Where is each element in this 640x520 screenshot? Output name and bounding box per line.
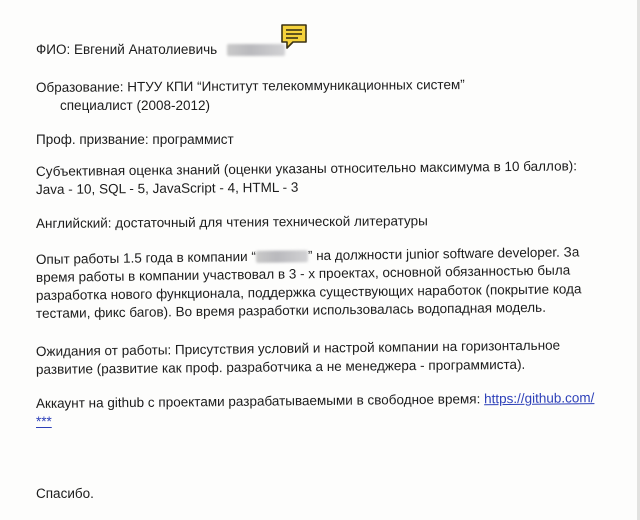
comment-note-icon[interactable] xyxy=(279,22,309,50)
skills-title: Субъективная оценка знаний (оценки указаны относительно максимума в 10 баллов): xyxy=(35,158,578,179)
thanks-line: Спасибо. xyxy=(36,486,94,501)
github-text: Аккаунт на github с проектами разрабатываемыми в свободное время: xyxy=(35,391,481,411)
fio-line xyxy=(36,42,285,58)
skills-values: Java - 10, SQL - 5, JavaScript - 4, HTML - 3 xyxy=(35,179,299,197)
experience-line-4: тестами, фикс багов). Во время разработки использовалась водопадная модель. xyxy=(35,299,546,321)
english-line: Английский: достаточный для чтения технической литературы xyxy=(35,213,428,231)
redacted-surname xyxy=(227,44,285,56)
github-link-continued xyxy=(36,414,52,430)
redacted-company xyxy=(256,251,308,264)
education-line: Образование: НТУУ КПИ “Институт телекоммуникационных систем” xyxy=(35,77,465,95)
github-line xyxy=(36,390,595,412)
github-link-cont[interactable]: *** xyxy=(36,414,52,429)
experience-line-3: разработка нового функционала, поддержка существующих наработок (покрытие кода xyxy=(35,281,582,303)
experience-line-2: время работы в компании участвовал в 3 - х проектах, основной обязанностью была xyxy=(35,262,571,285)
github-link[interactable]: https://github.com/ xyxy=(483,390,595,407)
education-degree: специалист (2008-2012) xyxy=(60,98,211,113)
experience-prefix: Опыт работы 1.5 года в компании “ xyxy=(35,248,256,267)
profession-line: Проф. призвание: программист xyxy=(36,132,234,147)
fio-label: ФИО: Евгений Анатолиевичь xyxy=(36,42,218,57)
expectations-line-1: Ожидания от работы: Присутствия условий и настрой компании на горизонтальное xyxy=(35,337,561,359)
expectations-line-2: развитие (развитие как проф. разработчика а не менеджера - программиста). xyxy=(35,356,526,377)
experience-suffix: ” на должности junior software developer. За xyxy=(307,244,580,264)
